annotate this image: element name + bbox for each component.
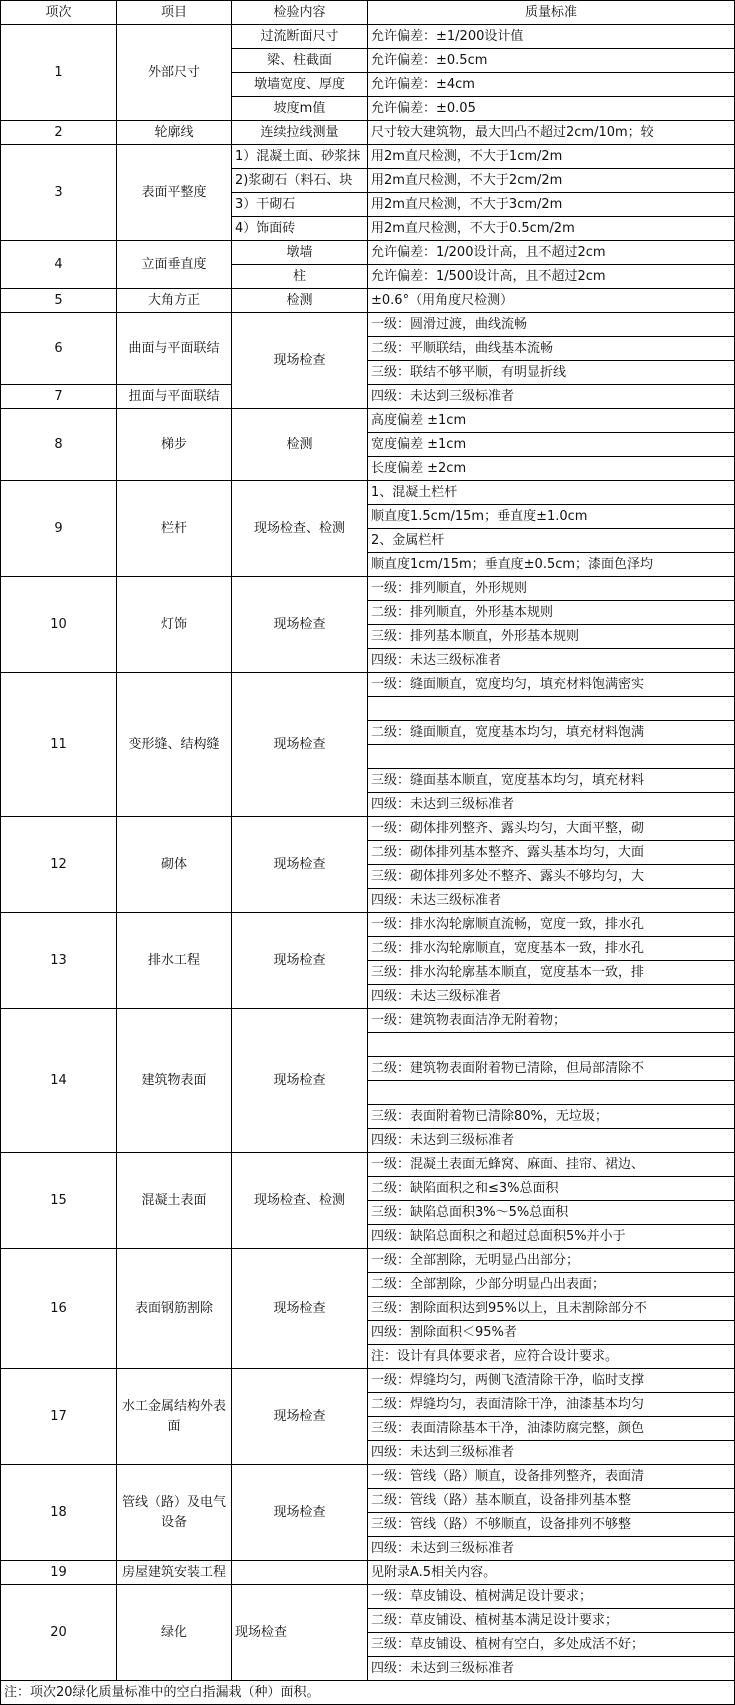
table-note: 注：项次20绿化质量标准中的空白指漏栽（种）面积。 bbox=[1, 1681, 735, 1705]
row-no: 20 bbox=[1, 1585, 117, 1681]
row-standard: 见附录A.5相关内容。 bbox=[368, 1561, 735, 1585]
row-check: 现场检查 bbox=[232, 1465, 368, 1561]
row-check: 墩墙宽度、厚度 bbox=[232, 73, 368, 97]
row-no: 9 bbox=[1, 481, 117, 577]
row-item: 表面钢筋割除 bbox=[117, 1249, 232, 1369]
row-standard: 用2m直尺检测，不大于2cm/2m bbox=[368, 169, 735, 193]
row-standard: 三级：缺陷总面积3%～5%总面积 bbox=[368, 1201, 735, 1225]
row-standard: 四级：未达到三级标准者 bbox=[368, 793, 735, 817]
row-no: 8 bbox=[1, 409, 117, 481]
table-row bbox=[1, 817, 735, 841]
row-item: 绿化 bbox=[117, 1585, 232, 1681]
row-standard: 一级：草皮铺设、植树满足设计要求； bbox=[368, 1585, 735, 1609]
row-item: 建筑物表面 bbox=[117, 1009, 232, 1153]
table-row bbox=[1, 577, 735, 601]
row-check: 现场检查、检测 bbox=[232, 1153, 368, 1249]
row-standard bbox=[368, 1081, 735, 1105]
row-item: 排水工程 bbox=[117, 913, 232, 1009]
table-row bbox=[1, 913, 735, 937]
row-standard: 一级：圆滑过渡，曲线流畅 bbox=[368, 313, 735, 337]
row-check: 检测 bbox=[232, 409, 368, 481]
row-standard: 一级：排水沟轮廓顺直流畅，宽度一致，排水孔 bbox=[368, 913, 735, 937]
row-check: 现场检查 bbox=[232, 1249, 368, 1369]
row-standard: 四级：未达三级标准者 bbox=[368, 985, 735, 1009]
row-standard: 一级：砌体排列整齐、露头均匀，大面平整，砌 bbox=[368, 817, 735, 841]
row-standard: 允许偏差：1/200设计高，且不超过2cm bbox=[368, 241, 735, 265]
row-standard: ±0.6°（用角度尺检测） bbox=[368, 289, 735, 313]
table-row bbox=[1, 1249, 735, 1273]
row-standard: 用2m直尺检测，不大于1cm/2m bbox=[368, 145, 735, 169]
row-no: 17 bbox=[1, 1369, 117, 1465]
row-standard: 二级：草皮铺设、植树基本满足设计要求； bbox=[368, 1609, 735, 1633]
row-no: 5 bbox=[1, 289, 117, 313]
row-item: 栏杆 bbox=[117, 481, 232, 577]
row-standard: 二级：排水沟轮廓顺直，宽度基本一致，排水孔 bbox=[368, 937, 735, 961]
row-check: 现场检查 bbox=[232, 1009, 368, 1153]
table-row bbox=[1, 1585, 735, 1609]
header-check: 检验内容 bbox=[232, 1, 368, 25]
row-standard: 顺直度1.5cm/15m；垂直度±1.0cm bbox=[368, 505, 735, 529]
row-no: 12 bbox=[1, 817, 117, 913]
row-check: 过流断面尺寸 bbox=[232, 25, 368, 49]
row-item: 立面垂直度 bbox=[117, 241, 232, 289]
row-standard: 宽度偏差 ±1cm bbox=[368, 433, 735, 457]
row-check: 检测 bbox=[232, 289, 368, 313]
row-no: 16 bbox=[1, 1249, 117, 1369]
row-item: 灯饰 bbox=[117, 577, 232, 673]
row-standard: 允许偏差：±0.5cm bbox=[368, 49, 735, 73]
row-standard: 四级：未达到三级标准者 bbox=[368, 1129, 735, 1153]
row-standard: 三级：缝面基本顺直，宽度基本均匀，填充材料 bbox=[368, 769, 735, 793]
row-standard: 允许偏差：±0.05 bbox=[368, 97, 735, 121]
row-standard: 三级：表面附着物已清除80%，无垃圾； bbox=[368, 1105, 735, 1129]
row-check: 现场检查 bbox=[232, 673, 368, 817]
row-standard: 二级：焊缝均匀，表面清除干净，油漆基本均匀 bbox=[368, 1393, 735, 1417]
row-no: 2 bbox=[1, 121, 117, 145]
row-no: 3 bbox=[1, 145, 117, 241]
row-item: 轮廓线 bbox=[117, 121, 232, 145]
row-check-empty bbox=[232, 1561, 368, 1585]
table-row bbox=[1, 1153, 735, 1177]
row-standard: 长度偏差 ±2cm bbox=[368, 457, 735, 481]
row-item: 大角方正 bbox=[117, 289, 232, 313]
row-check: 2)浆砌石（料石、块 bbox=[232, 169, 368, 193]
row-standard: 一级：建筑物表面洁净无附着物； bbox=[368, 1009, 735, 1033]
row-standard: 四级：未达到三级标准者 bbox=[368, 1537, 735, 1561]
table-row bbox=[1, 481, 735, 505]
row-item: 外部尺寸 bbox=[117, 25, 232, 121]
row-item: 管线（路）及电气设备 bbox=[117, 1465, 232, 1561]
row-standard: 二级：建筑物表面附着物已清除，但局部清除不 bbox=[368, 1057, 735, 1081]
row-standard: 二级：缺陷面积之和≤3%总面积 bbox=[368, 1177, 735, 1201]
row-standard: 注：设计有具体要求者，应符合设计要求。 bbox=[368, 1345, 735, 1369]
row-item: 变形缝、结构缝 bbox=[117, 673, 232, 817]
table-row bbox=[1, 145, 735, 169]
row-standard: 允许偏差：1/500设计高，且不超过2cm bbox=[368, 265, 735, 289]
row-check: 坡度m值 bbox=[232, 97, 368, 121]
row-item: 梯步 bbox=[117, 409, 232, 481]
row-standard: 1、混凝土栏杆 bbox=[368, 481, 735, 505]
row-standard: 二级：全部割除，少部分明显凸出表面； bbox=[368, 1273, 735, 1297]
row-standard: 允许偏差：±1/200设计值 bbox=[368, 25, 735, 49]
table-row bbox=[1, 25, 735, 49]
row-standard: 四级：割除面积＜95%者 bbox=[368, 1321, 735, 1345]
row-check: 现场检查 bbox=[232, 1585, 368, 1681]
row-standard bbox=[368, 745, 735, 769]
row-standard: 三级：排水沟轮廓基本顺直，宽度基本一致，排 bbox=[368, 961, 735, 985]
table-row bbox=[1, 1561, 735, 1585]
row-standard: 四级：未达三级标准者 bbox=[368, 649, 735, 673]
row-no: 14 bbox=[1, 1009, 117, 1153]
row-standard: 四级：未达三级标准者 bbox=[368, 889, 735, 913]
header-item: 项目 bbox=[117, 1, 232, 25]
row-item: 表面平整度 bbox=[117, 145, 232, 241]
row-check: 梁、柱截面 bbox=[232, 49, 368, 73]
row-standard: 用2m直尺检测，不大于0.5cm/2m bbox=[368, 217, 735, 241]
row-check: 现场检查 bbox=[232, 817, 368, 913]
row-standard: 三级：割除面积达到95%以上，且未割除部分不 bbox=[368, 1297, 735, 1321]
table-row bbox=[1, 1465, 735, 1489]
row-standard: 四级：未达到三级标准者 bbox=[368, 385, 735, 409]
row-check: 墩墙 bbox=[232, 241, 368, 265]
row-standard: 四级：缺陷总面积之和超过总面积5%并小于 bbox=[368, 1225, 735, 1249]
row-standard: 二级：排列顺直，外形基本规则 bbox=[368, 601, 735, 625]
row-standard: 允许偏差：±4cm bbox=[368, 73, 735, 97]
table-row bbox=[1, 313, 735, 337]
row-standard: 二级：管线（路）基本顺直，设备排列基本整 bbox=[368, 1489, 735, 1513]
row-no: 19 bbox=[1, 1561, 117, 1585]
row-check: 现场检查、检测 bbox=[232, 481, 368, 577]
row-check: 连续拉线测量 bbox=[232, 121, 368, 145]
row-standard: 三级：砌体排列多处不整齐、露头不够均匀，大 bbox=[368, 865, 735, 889]
row-standard: 三级：表面清除基本干净，油漆防腐完整，颜色 bbox=[368, 1417, 735, 1441]
table-row bbox=[1, 385, 735, 409]
row-check: 3）干砌石 bbox=[232, 193, 368, 217]
row-standard: 二级：砌体排列基本整齐、露头基本均匀，大面 bbox=[368, 841, 735, 865]
table-row bbox=[1, 241, 735, 265]
table-row bbox=[1, 289, 735, 313]
row-check: 4）饰面砖 bbox=[232, 217, 368, 241]
row-no: 6 bbox=[1, 313, 117, 385]
row-standard: 一级：混凝土表面无蜂窝、麻面、挂帘、裙边、 bbox=[368, 1153, 735, 1177]
row-standard: 高度偏差 ±1cm bbox=[368, 409, 735, 433]
row-standard: 顺直度1cm/15m；垂直度±0.5cm；漆面色泽均 bbox=[368, 553, 735, 577]
row-no: 15 bbox=[1, 1153, 117, 1249]
header-standard: 质量标准 bbox=[368, 1, 735, 25]
row-item: 扭面与平面联结 bbox=[117, 385, 232, 409]
table-row bbox=[1, 1009, 735, 1033]
row-standard: 三级：排列基本顺直，外形基本规则 bbox=[368, 625, 735, 649]
row-standard: 三级：管线（路）不够顺直，设备排列不够整 bbox=[368, 1513, 735, 1537]
row-no: 10 bbox=[1, 577, 117, 673]
row-no: 1 bbox=[1, 25, 117, 121]
row-standard: 二级：缝面顺直，宽度基本均匀，填充材料饱满 bbox=[368, 721, 735, 745]
row-standard: 一级：全部割除，无明显凸出部分； bbox=[368, 1249, 735, 1273]
row-no: 18 bbox=[1, 1465, 117, 1561]
row-standard bbox=[368, 1033, 735, 1057]
row-standard bbox=[368, 697, 735, 721]
row-item: 砌体 bbox=[117, 817, 232, 913]
row-check: 柱 bbox=[232, 265, 368, 289]
row-no: 4 bbox=[1, 241, 117, 289]
row-check: 现场检查 bbox=[232, 913, 368, 1009]
row-standard: 2、金属栏杆 bbox=[368, 529, 735, 553]
row-no: 13 bbox=[1, 913, 117, 1009]
row-standard: 二级：平顺联结，曲线基本流畅 bbox=[368, 337, 735, 361]
row-standard: 一级：排列顺直，外形规则 bbox=[368, 577, 735, 601]
row-check: 现场检查 bbox=[232, 1369, 368, 1465]
row-item: 房屋建筑安装工程 bbox=[117, 1561, 232, 1585]
row-standard: 一级：缝面顺直，宽度均匀，填充材料饱满密实 bbox=[368, 673, 735, 697]
table-row bbox=[1, 673, 735, 697]
row-standard: 一级：管线（路）顺直，设备排列整齐，表面清 bbox=[368, 1465, 735, 1489]
table-header-row bbox=[1, 1, 735, 25]
table-row bbox=[1, 121, 735, 145]
row-item: 混凝土表面 bbox=[117, 1153, 232, 1249]
table-note-row bbox=[1, 1681, 735, 1705]
header-no: 项次 bbox=[1, 1, 117, 25]
row-no: 11 bbox=[1, 673, 117, 817]
row-standard: 四级：未达到三级标准者 bbox=[368, 1441, 735, 1465]
row-standard: 三级：草皮铺设、植树有空白，多处成活不好； bbox=[368, 1633, 735, 1657]
table-row bbox=[1, 1369, 735, 1393]
row-item: 曲面与平面联结 bbox=[117, 313, 232, 385]
row-item: 水工金属结构外表面 bbox=[117, 1369, 232, 1465]
row-standard: 用2m直尺检测，不大于3cm/2m bbox=[368, 193, 735, 217]
row-check: 现场检查 bbox=[232, 577, 368, 673]
row-standard: 尺寸较大建筑物，最大凹凸不超过2cm/10m；较 bbox=[368, 121, 735, 145]
row-check: 现场检查 bbox=[232, 313, 368, 409]
row-standard: 三级：联结不够平顺，有明显折线 bbox=[368, 361, 735, 385]
row-standard: 四级：未达到三级标准者 bbox=[368, 1657, 735, 1681]
row-standard: 一级：焊缝均匀，两侧飞渣清除干净，临时支撑 bbox=[368, 1369, 735, 1393]
row-check: 1）混凝土面、砂浆抹 bbox=[232, 145, 368, 169]
table-row bbox=[1, 409, 735, 433]
row-no: 7 bbox=[1, 385, 117, 409]
